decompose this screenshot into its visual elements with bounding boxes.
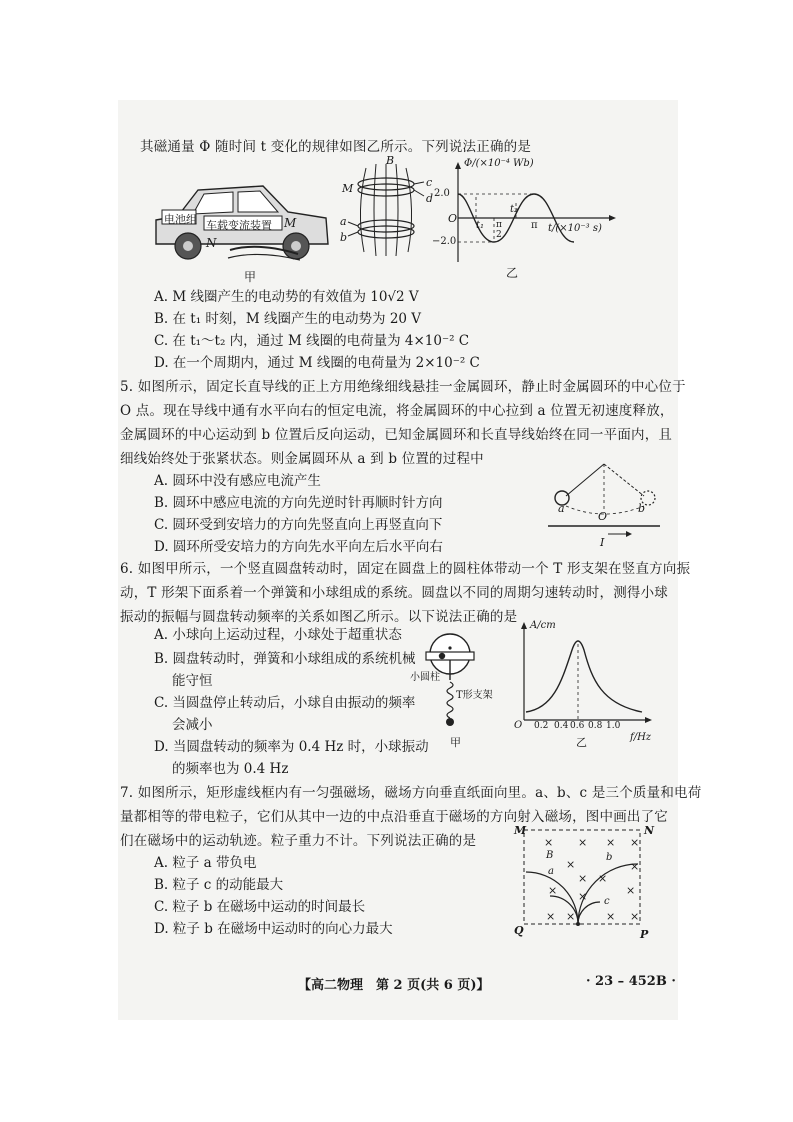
q6-option-a: A. 小球向上运动过程，小球处于超重状态 [154,627,402,643]
flux-graph [436,160,616,270]
footer-code: · 23 – 452B · [586,974,676,989]
q4-option-a: A. M 线圈产生的电动势的有效值为 10√2 V [154,289,419,305]
car-m-label: M [284,216,297,230]
q7-line-1: 7. 如图所示，矩形虚线框内有一匀强磁场，磁场方向垂直纸面向里。a、b、c 是三个质量和电荷 [120,785,702,801]
field-cross-mark: × [606,836,616,849]
field-cross-mark: × [578,836,588,849]
pendulum-b: b [638,502,646,515]
q6-option-b: B. 圆盘转动时，弹簧和小球组成的系统机械 [154,651,416,667]
track-b-label: b [606,852,613,863]
resonance-ylabel: A/cm [530,620,556,631]
q6-option-d: D. 当圆盘转动的频率为 0.4 Hz 时，小球振动 [154,739,429,755]
field-cross-mark: × [606,910,616,923]
field-cross-mark: × [546,910,556,923]
q5-option-a: A. 圆环中没有感应电流产生 [154,473,321,489]
frame-label: T形支架 [456,690,493,701]
q6-option-d-cont: 的频率也为 0.4 Hz [172,761,289,777]
fig-jia-caption: 甲 [244,270,257,284]
coil-a-label: a [340,215,347,228]
footer-page-info: 【高二物理 第 2 页(共 6 页)】 [298,978,490,993]
field-p: P [640,928,649,941]
pendulum-i: I [600,536,605,549]
q6-line-1: 6. 如图甲所示，一个竖直圆盘转动时，固定在圆盘上的圆柱体带动一个 T 形支架在竖直方向振 [120,561,691,577]
q5-option-b: B. 圆环中感应电流的方向先逆时针再顺时针方向 [154,495,443,511]
field-cross-mark: × [566,858,576,871]
field-cross-mark: × [630,860,640,873]
flux-t1: t₁ [476,220,485,231]
q7-line-2: 量都相等的带电粒子，它们从其中一边的中点沿垂直于磁场的方向射入磁场，图中画出了它 [120,809,668,825]
resonance-xtick-2: 0.4 [554,721,569,731]
q6-option-b-cont: 能守恒 [172,673,213,689]
resonance-xlabel: f/Hz [630,732,652,743]
field-cross-mark: × [566,910,576,923]
converter-label: 车载变流装置 [206,219,272,232]
coil-b-label: B [386,154,395,167]
fig-yi-caption: 乙 [506,266,519,280]
flux-pi-half-top: π [496,220,502,230]
car-n-label: N [206,236,217,250]
battery-label: 电池组 [164,213,197,226]
coil-d-label: d [426,192,434,205]
q6-option-c-cont: 会减小 [172,717,213,733]
field-b-big: B [546,850,554,861]
flux-pi: π [531,220,538,231]
field-cross-mark: × [626,884,636,897]
field-cross-mark: × [578,890,588,903]
q6-line-3: 振动的振幅与圆盘转动频率的关系如图乙所示。以下说法正确的是 [120,609,518,625]
q5-option-d: D. 圆环所受安培力的方向先水平向左后水平向右 [154,539,443,555]
flux-ytick-top: 2.0 [434,188,450,199]
coil-c-label: c [426,176,433,189]
q6-option-c: C. 当圆盘停止转动后，小球自由振动的频率 [154,695,416,711]
resonance-curve [526,641,642,712]
flux-ytick-bottom: −2.0 [432,236,457,247]
q7-option-c: C. 粒子 b 在磁场中运动的时间最长 [154,899,366,915]
q4-intro: 其磁通量 Φ 随时间 t 变化的规律如图乙所示。下列说法正确的是 [140,139,532,155]
flux-ylabel: Φ/(×10⁻⁴ Wb) [464,158,534,169]
q5-option-c: C. 圆环受到安培力的方向先竖直向上再竖直向下 [154,517,443,533]
disc-caption: 甲 [450,736,461,749]
field-cross-mark: × [630,836,640,849]
coil-figure [336,160,436,260]
flux-t2: t₂ [510,204,519,215]
q6-line-2: 动，T 形架下面系着一个弹簧和小球组成的系统。圆盘以不同的周期匀速转动时，测得小球 [120,585,668,601]
field-cross-mark: × [630,910,640,923]
flux-origin: O [448,212,458,225]
resonance-xtick-5: 1.0 [606,721,621,731]
field-n: N [644,824,655,837]
track-c-label: c [604,896,610,907]
field-cross-mark: × [598,872,608,885]
q4-option-c: C. 在 t₁～t₂ 内，通过 M 线圈的电荷量为 4×10⁻² C [154,333,470,349]
pendulum-o: O [598,510,608,523]
field-cross-mark: × [548,884,558,897]
resonance-origin: O [514,720,523,731]
flux-pi-half-bottom: 2 [496,230,502,240]
coil-m-label: M [342,182,354,195]
flux-xlabel: t/(×10⁻³ s) [548,223,602,234]
q4-option-d: D. 在一个周期内，通过 M 线圈的电荷量为 2×10⁻² C [154,355,480,371]
pendulum-a: a [558,502,565,515]
resonance-graph [514,620,654,730]
resonance-xtick-4: 0.8 [588,721,603,731]
resonance-caption: 乙 [576,736,587,749]
field-m: M [514,824,527,837]
q7-option-b: B. 粒子 c 的动能最大 [154,877,284,893]
q7-line-3: 们在磁场中的运动轨迹。粒子重力不计。下列说法正确的是 [120,833,477,849]
coil-b-end-label: b [340,231,348,244]
field-cross-mark: × [578,872,588,885]
q5-line-4: 细线始终处于张紧状态。则金属圆环从 a 到 b 位置的过程中 [120,451,484,467]
q7-option-d: D. 粒子 b 在磁场中运动时的向心力最大 [154,921,393,937]
q5-line-3: 金属圆环的中心运动到 b 位置后反向运动，已知金属圆环和长直导线始终在同一平面内，且 [120,427,673,443]
track-a-label: a [548,866,554,877]
q5-line-1: 5. 如图所示，固定长直导线的正上方用绝缘细线悬挂一金属圆环，静止时金属圆环的中心位于 [120,379,686,395]
q7-option-a: A. 粒子 a 带负电 [154,855,257,871]
q5-line-2: O 点。现在导线中通有水平向右的恒定电流，将金属圆环的中心拉到 a 位置无初速度释放， [120,403,674,419]
field-q: Q [514,924,524,937]
resonance-xtick-3: 0.6 [570,721,585,731]
resonance-xtick-1: 0.2 [534,721,549,731]
cylinder-label: 小圆柱 [410,672,440,683]
field-cross-mark: × [544,836,554,849]
q4-option-b: B. 在 t₁ 时刻，M 线圈产生的电动势为 20 V [154,311,422,327]
